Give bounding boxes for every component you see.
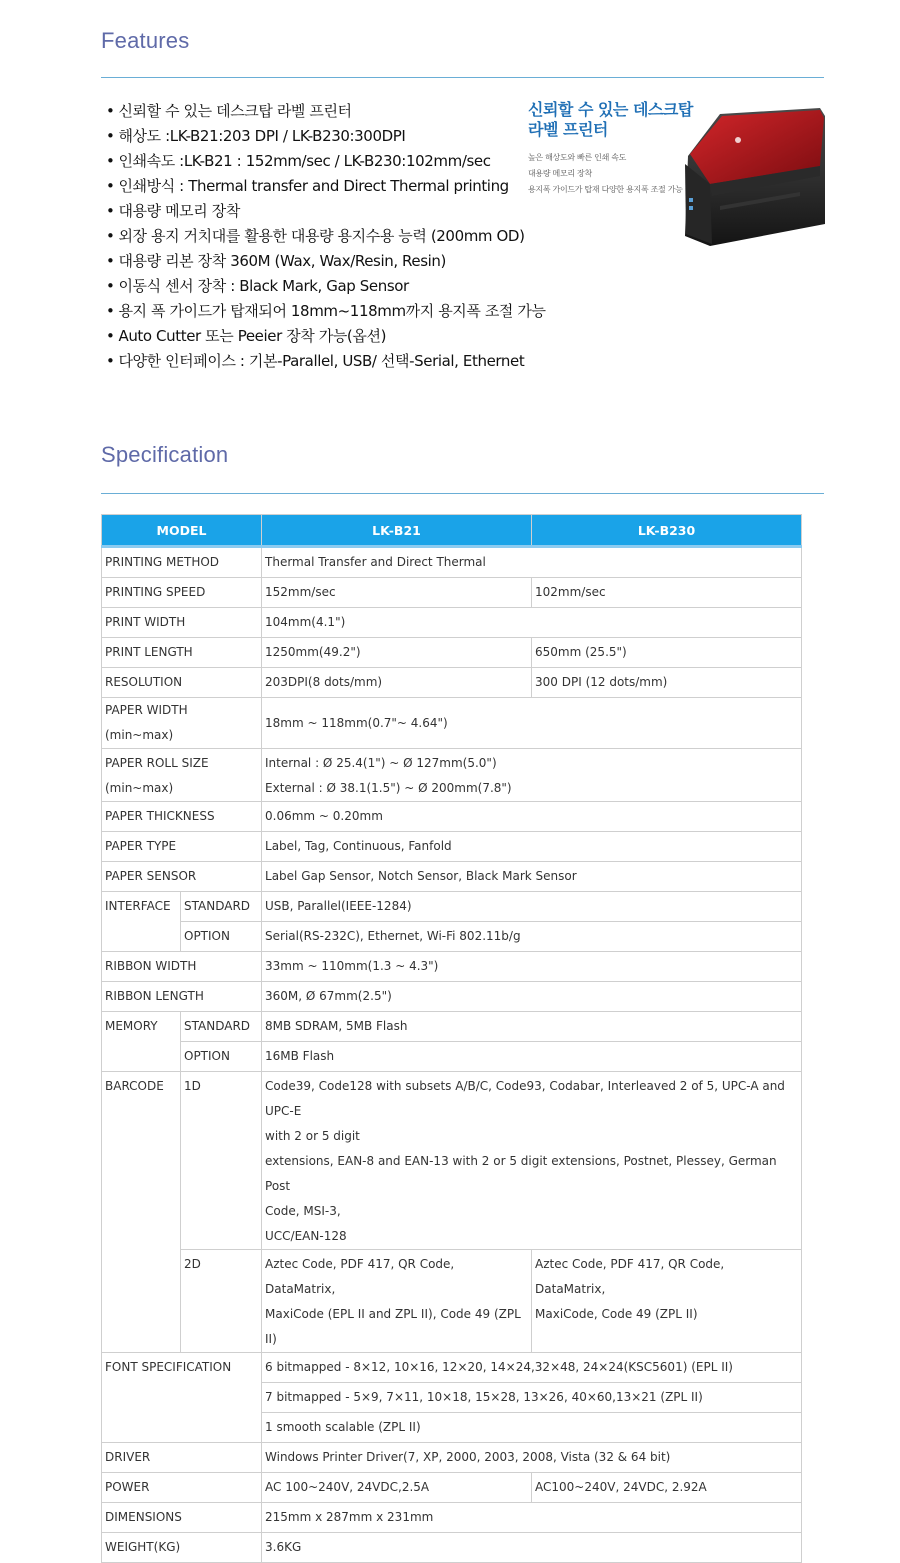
- table-row: [102, 922, 802, 952]
- feature-text: 인쇄방식 : Thermal transfer and Direct Thermal printing: [118, 177, 509, 195]
- row-label: PAPER WIDTH (min~max): [102, 698, 262, 749]
- row-label: FONT SPECIFICATION: [102, 1353, 262, 1443]
- row-value-lk-b230: AC100~240V, 24VDC, 2.92A: [532, 1473, 802, 1503]
- row-value-line: Internal : Ø 25.4(1") ~ Ø 127mm(5.0"): [265, 756, 497, 770]
- feature-text: 대용량 리본 장착 360M (Wax, Wax/Resin, Resin): [118, 252, 446, 270]
- row-value-line: with 2 or 5 digit: [265, 1129, 360, 1143]
- table-row: [102, 1503, 802, 1533]
- promo-sub-3: 용지폭 가이드가 탑재 다양한 용지폭 조절 가능: [528, 185, 683, 194]
- header-lk-b230: LK-B230: [532, 515, 802, 547]
- table-row: [102, 608, 802, 638]
- row-label: PAPER THICKNESS: [102, 802, 262, 832]
- table-row: [102, 1012, 802, 1042]
- feature-item: [106, 249, 546, 274]
- row-label: PRINTING SPEED: [102, 578, 262, 608]
- row-label: PAPER TYPE: [102, 832, 262, 862]
- table-row: [102, 892, 802, 922]
- row-label: RESOLUTION: [102, 668, 262, 698]
- row-value-lk-b21: 152mm/sec: [262, 578, 532, 608]
- feature-text: Auto Cutter 또는 Peeier 장착 가능(옵션): [118, 327, 387, 345]
- feature-text: 인쇄속도 :LK-B21 : 152mm/sec / LK-B230:102mm/sec: [118, 152, 491, 170]
- row-value: Thermal Transfer and Direct Thermal: [262, 547, 802, 578]
- bullet: •: [106, 202, 115, 220]
- bullet: •: [106, 327, 115, 345]
- promo-title-line1: 신뢰할 수 있는 데스크탑: [528, 100, 693, 119]
- spec-table: [101, 514, 802, 1563]
- row-label-line: (min~max): [105, 781, 174, 795]
- row-value: 6 bitmapped - 8×12, 10×16, 12×20, 14×24,32×48, 24×24(KSC5601) (EPL II): [262, 1353, 802, 1383]
- row-label: DIMENSIONS: [102, 1503, 262, 1533]
- row-label: RIBBON LENGTH: [102, 982, 262, 1012]
- row-label: PAPER SENSOR: [102, 862, 262, 892]
- row-value: 16MB Flash: [262, 1042, 802, 1072]
- row-value: 0.06mm ~ 0.20mm: [262, 802, 802, 832]
- row-label: RIBBON WIDTH: [102, 952, 262, 982]
- row-sublabel: OPTION: [181, 1042, 262, 1072]
- row-sublabel: 2D: [181, 1250, 262, 1353]
- row-value: 104mm(4.1"): [262, 608, 802, 638]
- row-label: BARCODE: [102, 1072, 181, 1353]
- feature-item: [106, 174, 546, 199]
- row-sublabel: STANDARD: [181, 1012, 262, 1042]
- features-divider: [101, 77, 824, 78]
- printer-product-image: [680, 106, 825, 248]
- row-label: PRINTING METHOD: [102, 547, 262, 578]
- feature-item: [106, 149, 546, 174]
- row-value: 360M, Ø 67mm(2.5"): [262, 982, 802, 1012]
- row-value-line: MaxiCode (EPL II and ZPL II), Code 49 (ZPL II): [265, 1307, 521, 1346]
- row-value: [262, 749, 802, 802]
- feature-text: 해상도 :LK-B21:203 DPI / LK-B230:300DPI: [118, 127, 406, 145]
- row-label: WEIGHT(KG): [102, 1533, 262, 1563]
- row-value: 33mm ~ 110mm(1.3 ~ 4.3"): [262, 952, 802, 982]
- row-value: USB, Parallel(IEEE-1284): [262, 892, 802, 922]
- feature-item: [106, 349, 546, 374]
- table-row: [102, 578, 802, 608]
- bullet: •: [106, 277, 115, 295]
- feature-item: [106, 299, 546, 324]
- row-value: Label, Tag, Continuous, Fanfold: [262, 832, 802, 862]
- feature-item: [106, 324, 546, 349]
- specification-divider: [101, 493, 824, 494]
- row-value-line: MaxiCode, Code 49 (ZPL II): [535, 1307, 698, 1321]
- feature-item: [106, 99, 546, 124]
- row-label-line: PAPER ROLL SIZE: [105, 756, 209, 770]
- table-row: [102, 668, 802, 698]
- table-row: [102, 1473, 802, 1503]
- table-row: [102, 832, 802, 862]
- row-value-lk-b21: 1250mm(49.2"): [262, 638, 532, 668]
- header-lk-b21: LK-B21: [262, 515, 532, 547]
- feature-text: 용지 폭 가이드가 탑재되어 18mm~118mm까지 용지폭 조절 가능: [118, 302, 546, 320]
- bullet: •: [106, 302, 115, 320]
- promo-sub-1: 높은 해상도와 빠른 인쇄 속도: [528, 153, 627, 162]
- row-label: POWER: [102, 1473, 262, 1503]
- row-value: [262, 1072, 802, 1250]
- row-value: Windows Printer Driver(7, XP, 2000, 2003, 2008, Vista (32 & 64 bit): [262, 1443, 802, 1473]
- row-sublabel: STANDARD: [181, 892, 262, 922]
- bullet: •: [106, 252, 115, 270]
- row-label: PRINT LENGTH: [102, 638, 262, 668]
- row-value-lk-b230: [532, 1250, 802, 1353]
- table-row: [102, 1443, 802, 1473]
- bullet: •: [106, 352, 115, 370]
- row-value-lk-b21: AC 100~240V, 24VDC,2.5A: [262, 1473, 532, 1503]
- table-row: [102, 952, 802, 982]
- row-label: MEMORY: [102, 1012, 181, 1072]
- feature-text: 다양한 인터페이스 : 기본-Parallel, USB/ 선택-Serial, Ethernet: [118, 352, 525, 370]
- row-value-line: Code39, Code128 with subsets A/B/C, Code93, Codabar, Interleaved 2 of 5, UPC-A and UPC-E: [265, 1079, 785, 1118]
- table-row: [102, 982, 802, 1012]
- bullet: •: [106, 102, 115, 120]
- table-row: [102, 749, 802, 802]
- row-value-line: extensions, EAN-8 and EAN-13 with 2 or 5 digit extensions, Postnet, Plessey, German Post: [265, 1154, 777, 1193]
- row-value: 3.6KG: [262, 1533, 802, 1563]
- bullet: •: [106, 127, 115, 145]
- row-value-line: Code, MSI-3,: [265, 1204, 341, 1218]
- feature-item: [106, 274, 546, 299]
- table-row: [102, 802, 802, 832]
- table-row: [102, 547, 802, 578]
- row-value-lk-b21: 203DPI(8 dots/mm): [262, 668, 532, 698]
- features-title: Features: [101, 28, 190, 53]
- promo-sub-2: 대용량 메모리 장착: [528, 169, 592, 178]
- feature-text: 이동식 센서 장착 : Black Mark, Gap Sensor: [118, 277, 409, 295]
- row-value-line: UCC/EAN-128: [265, 1229, 347, 1243]
- table-row: [102, 1072, 802, 1250]
- table-row: [102, 1250, 802, 1353]
- table-row: [102, 1353, 802, 1383]
- row-value: 1 smooth scalable (ZPL II): [262, 1413, 802, 1443]
- row-label: DRIVER: [102, 1443, 262, 1473]
- row-value: 8MB SDRAM, 5MB Flash: [262, 1012, 802, 1042]
- header-model: MODEL: [102, 515, 262, 547]
- row-sublabel: 1D: [181, 1072, 262, 1250]
- spec-header-row: [102, 515, 802, 547]
- table-row: [102, 862, 802, 892]
- row-value: 7 bitmapped - 5×9, 7×11, 10×18, 15×28, 13×26, 40×60,13×21 (ZPL II): [262, 1383, 802, 1413]
- features-list: [106, 99, 546, 374]
- promo-title-line2: 라벨 프린터: [528, 120, 608, 139]
- row-sublabel: OPTION: [181, 922, 262, 952]
- bullet: •: [106, 152, 115, 170]
- feature-text: 외장 용지 거치대를 활용한 대용량 용지수용 능력 (200mm OD): [118, 227, 525, 245]
- table-row: [102, 1533, 802, 1563]
- table-row: [102, 1042, 802, 1072]
- feature-item: [106, 199, 546, 224]
- row-value-lk-b230: 650mm (25.5"): [532, 638, 802, 668]
- row-value-line: External : Ø 38.1(1.5") ~ Ø 200mm(7.8"): [265, 781, 512, 795]
- row-value-lk-b21: [262, 1250, 532, 1353]
- row-label: INTERFACE: [102, 892, 181, 952]
- feature-text: 신뢰할 수 있는 데스크탑 라벨 프린터: [118, 102, 352, 120]
- row-value-lk-b230: 102mm/sec: [532, 578, 802, 608]
- row-value: Label Gap Sensor, Notch Sensor, Black Mark Sensor: [262, 862, 802, 892]
- row-value-line: Aztec Code, PDF 417, QR Code, DataMatrix,: [265, 1257, 455, 1296]
- row-value-lk-b230: 300 DPI (12 dots/mm): [532, 668, 802, 698]
- row-value: Serial(RS-232C), Ethernet, Wi-Fi 802.11b/g: [262, 922, 802, 952]
- table-row: [102, 698, 802, 749]
- bullet: •: [106, 227, 115, 245]
- row-label: [102, 749, 262, 802]
- row-value: 215mm x 287mm x 231mm: [262, 1503, 802, 1533]
- row-value-line: Aztec Code, PDF 417, QR Code, DataMatrix,: [535, 1257, 725, 1296]
- row-label: PRINT WIDTH: [102, 608, 262, 638]
- feature-item: [106, 224, 546, 249]
- bullet: •: [106, 177, 115, 195]
- specification-title: Specification: [101, 442, 229, 467]
- table-row: [102, 638, 802, 668]
- feature-text: 대용량 메모리 장착: [118, 202, 240, 220]
- row-value: 18mm ~ 118mm(0.7"~ 4.64"): [262, 698, 802, 749]
- feature-item: [106, 124, 546, 149]
